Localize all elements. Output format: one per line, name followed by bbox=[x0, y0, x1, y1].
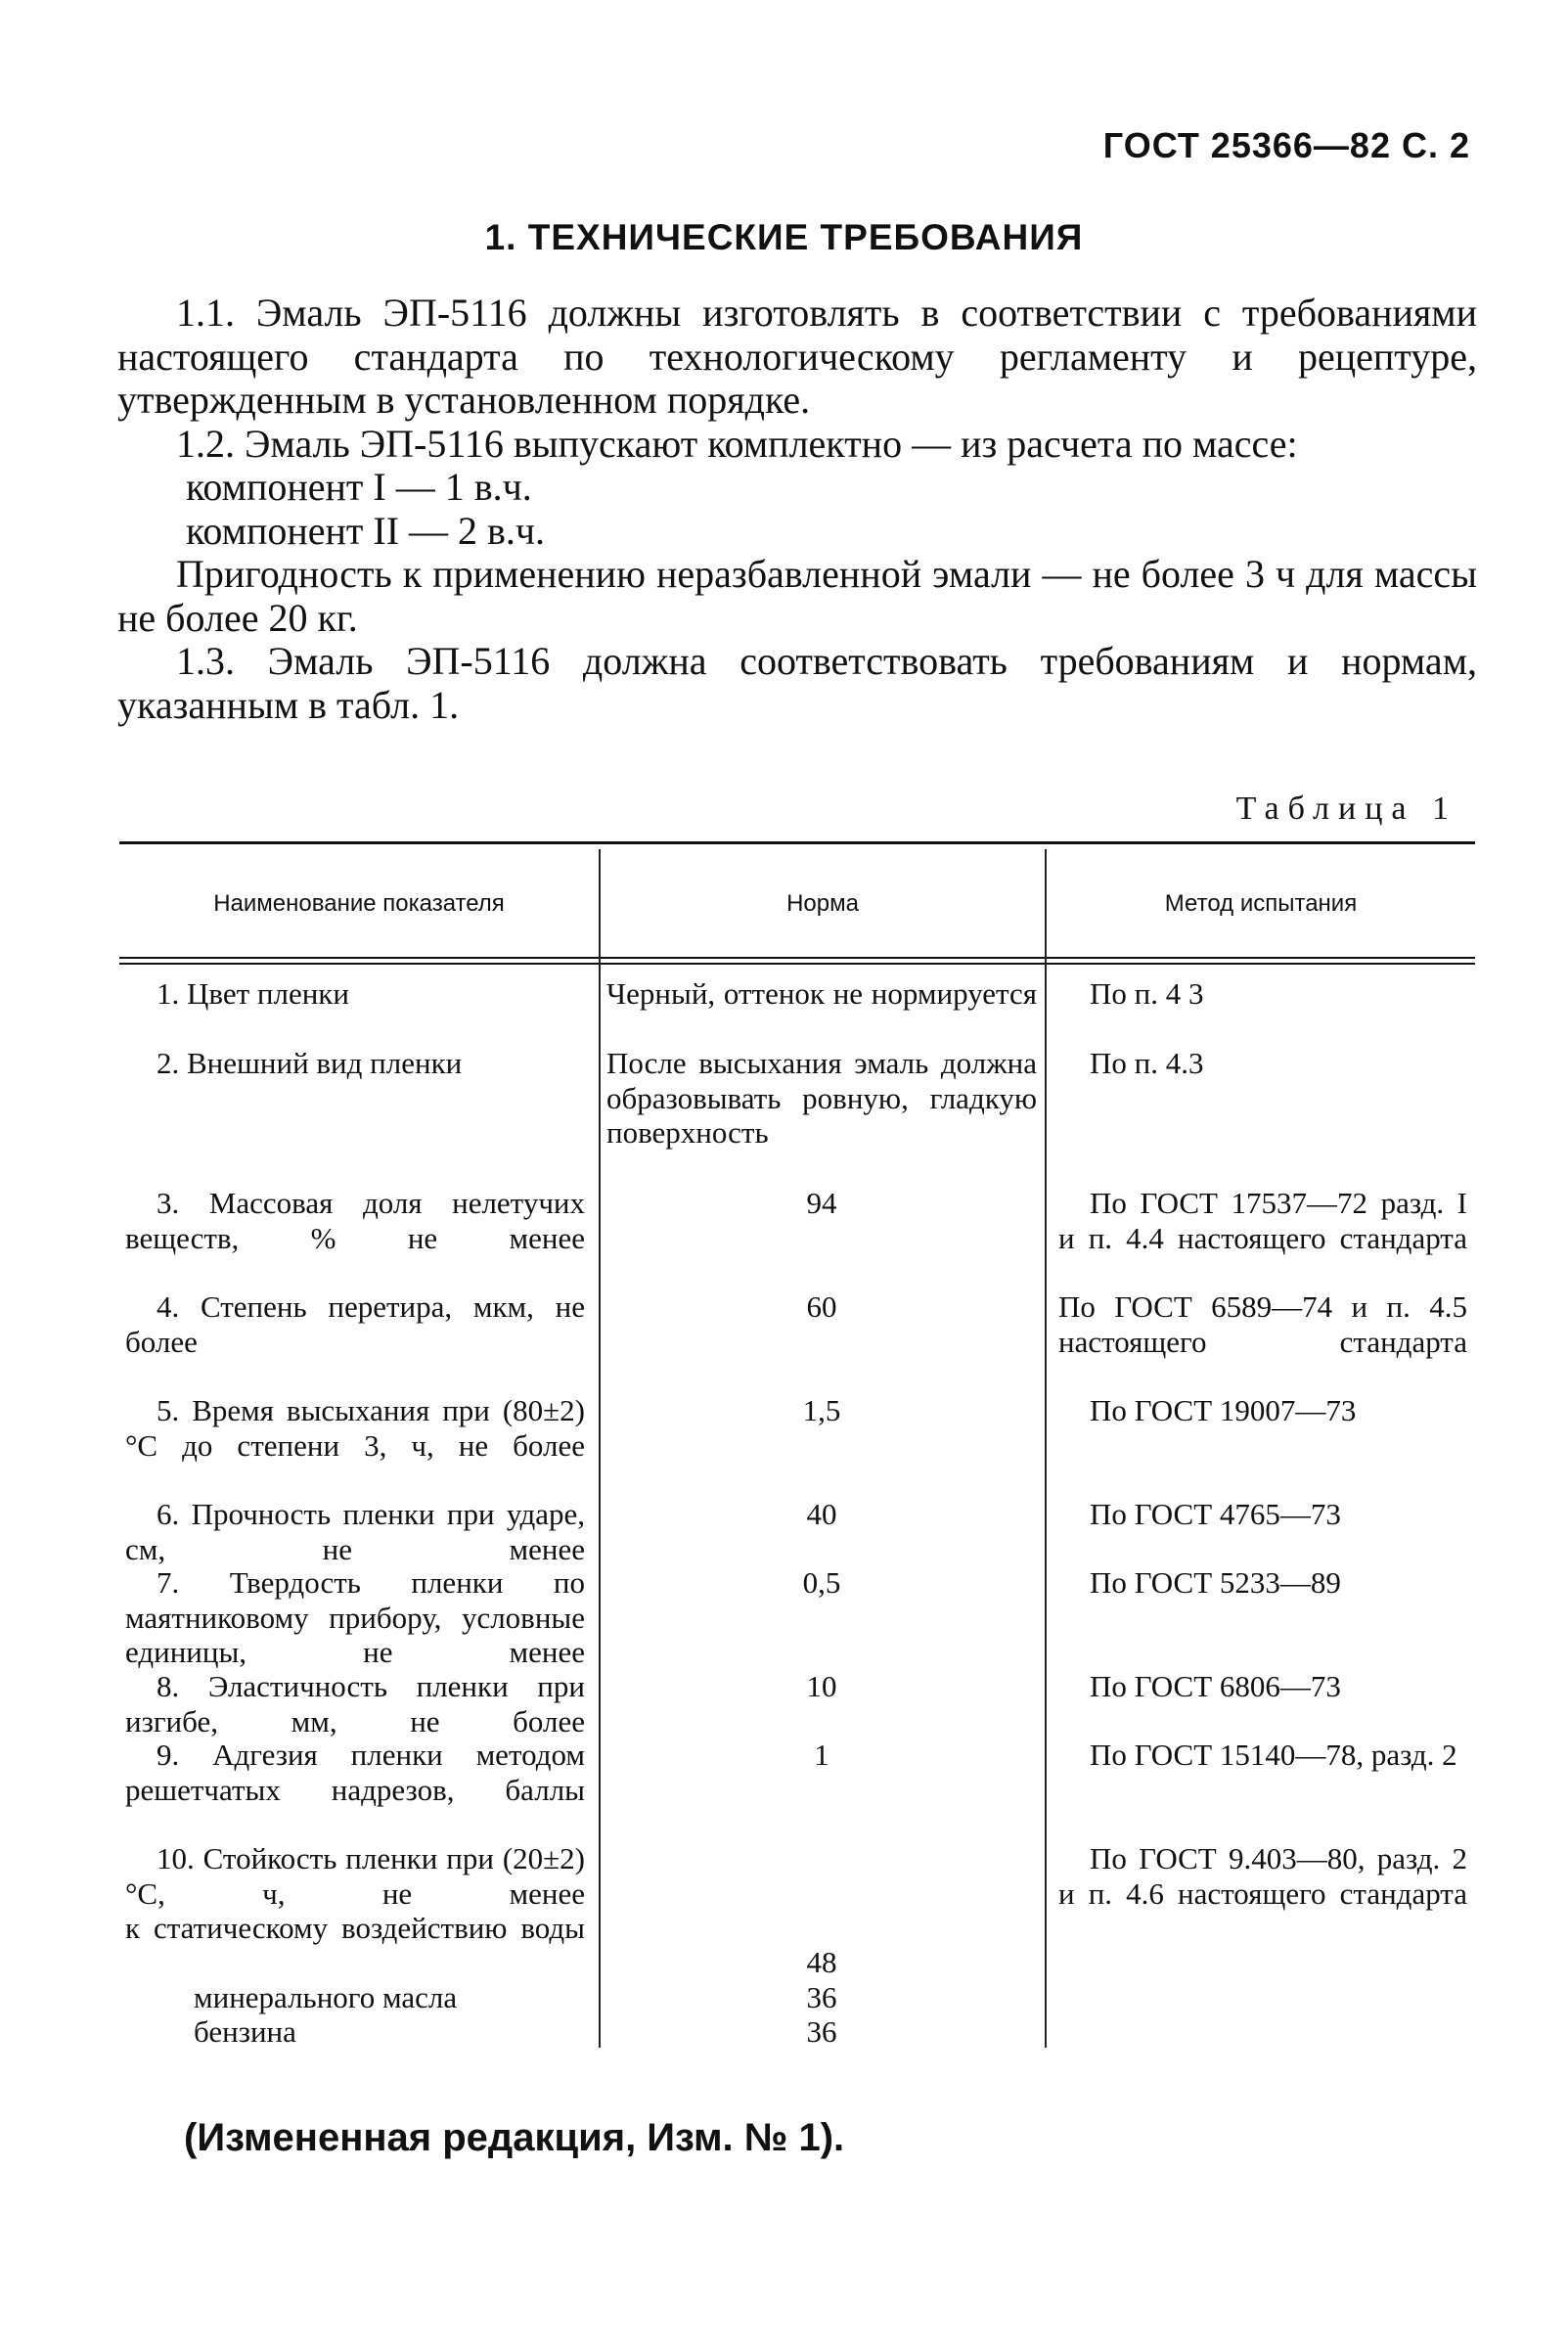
row-5-indicator: 5. Время высыхания при (80±2) °С до степени 3, ч, не более bbox=[125, 1393, 585, 1463]
row-10-indicator: 10. Стойкость пленки при (20±2) °С, ч, не менее bbox=[125, 1841, 585, 1911]
header-norm: Норма bbox=[786, 890, 859, 917]
table-header-rule bbox=[119, 957, 1475, 959]
row-5-norm: 1,5 bbox=[802, 1393, 841, 1427]
row-10c-indicator: бензина bbox=[194, 2014, 296, 2049]
paragraph-1-3: 1.3. Эмаль ЭП-5116 должна соответствовать требованиям и нормам, указанным в табл. 1. bbox=[117, 639, 1477, 727]
row-3-indicator: 3. Массовая доля нелетучих веществ, % не менее bbox=[125, 1186, 585, 1255]
row-7-norm: 0,5 bbox=[802, 1565, 841, 1600]
row-10b-indicator: минерального масла bbox=[194, 1980, 458, 2014]
table-header-rule-2 bbox=[119, 963, 1475, 965]
row-4-indicator: 4. Степень перетира, мкм, не более bbox=[125, 1289, 585, 1359]
row-10a-indicator: к статическому воздействию воды bbox=[125, 1911, 585, 1945]
row-2-norm: После высыхания эмаль должна образовывать ровную, гладкую поверхность bbox=[606, 1046, 1037, 1150]
row-6-norm: 40 bbox=[806, 1497, 837, 1531]
row-10a-norm: 48 bbox=[806, 1945, 837, 1979]
header-method: Метод испытания bbox=[1164, 890, 1358, 917]
row-4-norm: 60 bbox=[806, 1289, 837, 1324]
row-6-method: По ГОСТ 4765—73 bbox=[1090, 1497, 1341, 1531]
row-6-indicator: 6. Прочность пленки при ударе, см, не менее bbox=[125, 1497, 585, 1566]
table-caption: Таблица 1 bbox=[1235, 791, 1457, 827]
component-2: компонент II — 2 в.ч. bbox=[186, 508, 546, 553]
row-9-norm: 1 bbox=[814, 1738, 829, 1772]
gost-header: ГОСТ 25366—82 С. 2 bbox=[1102, 125, 1470, 165]
usability-paragraph: Пригодность к применению неразбавленной эмали — не более 3 ч для массы не более 20 кг. bbox=[117, 552, 1477, 640]
row-9-method: По ГОСТ 15140—78, разд. 2 bbox=[1090, 1738, 1457, 1772]
row-9-indicator: 9. Адгезия пленки методом решетчатых надрезов, баллы bbox=[125, 1738, 585, 1807]
row-10-method: По ГОСТ 9.403—80, разд. 2 и п. 4.6 настоящего стандарта bbox=[1058, 1841, 1467, 1911]
row-4-method: По ГОСТ 6589—74 и п. 4.5 настоящего стандарта bbox=[1058, 1289, 1467, 1359]
row-8-norm: 10 bbox=[806, 1669, 837, 1703]
row-1-indicator: 1. Цвет пленки bbox=[157, 976, 349, 1011]
row-10b-norm: 36 bbox=[806, 1980, 837, 2014]
component-1: компонент I — 1 в.ч. bbox=[186, 465, 532, 509]
paragraph-1-1: 1.1. Эмаль ЭП-5116 должны изготовлять в соответствии с требованиями настоящего стандарта по технологическому регламенту и рецептуре, утвержденным в установленном порядке. bbox=[117, 291, 1477, 422]
row-8-indicator: 8. Эластичность пленки при изгибе, мм, не более bbox=[125, 1669, 585, 1739]
row-5-method: По ГОСТ 19007—73 bbox=[1090, 1393, 1357, 1427]
table-top-rule bbox=[119, 841, 1475, 844]
column-separator-2 bbox=[1045, 849, 1047, 2048]
row-7-method: По ГОСТ 5233—89 bbox=[1090, 1565, 1341, 1600]
amendment-note: (Измененная редакция, Изм. № 1). bbox=[184, 2116, 845, 2159]
header-indicator: Наименование показателя bbox=[213, 890, 505, 917]
row-3-method: По ГОСТ 17537—72 разд. I и п. 4.4 настоящего стандарта bbox=[1058, 1186, 1467, 1255]
row-10c-norm: 36 bbox=[806, 2014, 837, 2049]
row-3-norm: 94 bbox=[806, 1186, 837, 1220]
section-title: 1. ТЕХНИЧЕСКИЕ ТРЕБОВАНИЯ bbox=[484, 217, 1084, 257]
body-text bbox=[117, 292, 1477, 727]
column-separator-1 bbox=[599, 849, 601, 2048]
row-2-method: По п. 4.3 bbox=[1090, 1046, 1204, 1080]
row-8-method: По ГОСТ 6806—73 bbox=[1090, 1669, 1341, 1703]
paragraph-1-2: 1.2. Эмаль ЭП-5116 выпускают комплектно — из расчета по массе: bbox=[176, 421, 1298, 466]
row-1-norm: Черный, оттенок не нормируется bbox=[606, 976, 1037, 1011]
row-2-indicator: 2. Внешний вид пленки bbox=[157, 1046, 463, 1080]
row-7-indicator: 7. Твердость пленки по маятниковому прибору, условные единицы, не менее bbox=[125, 1565, 585, 1669]
row-1-method: По п. 4 3 bbox=[1090, 976, 1204, 1011]
